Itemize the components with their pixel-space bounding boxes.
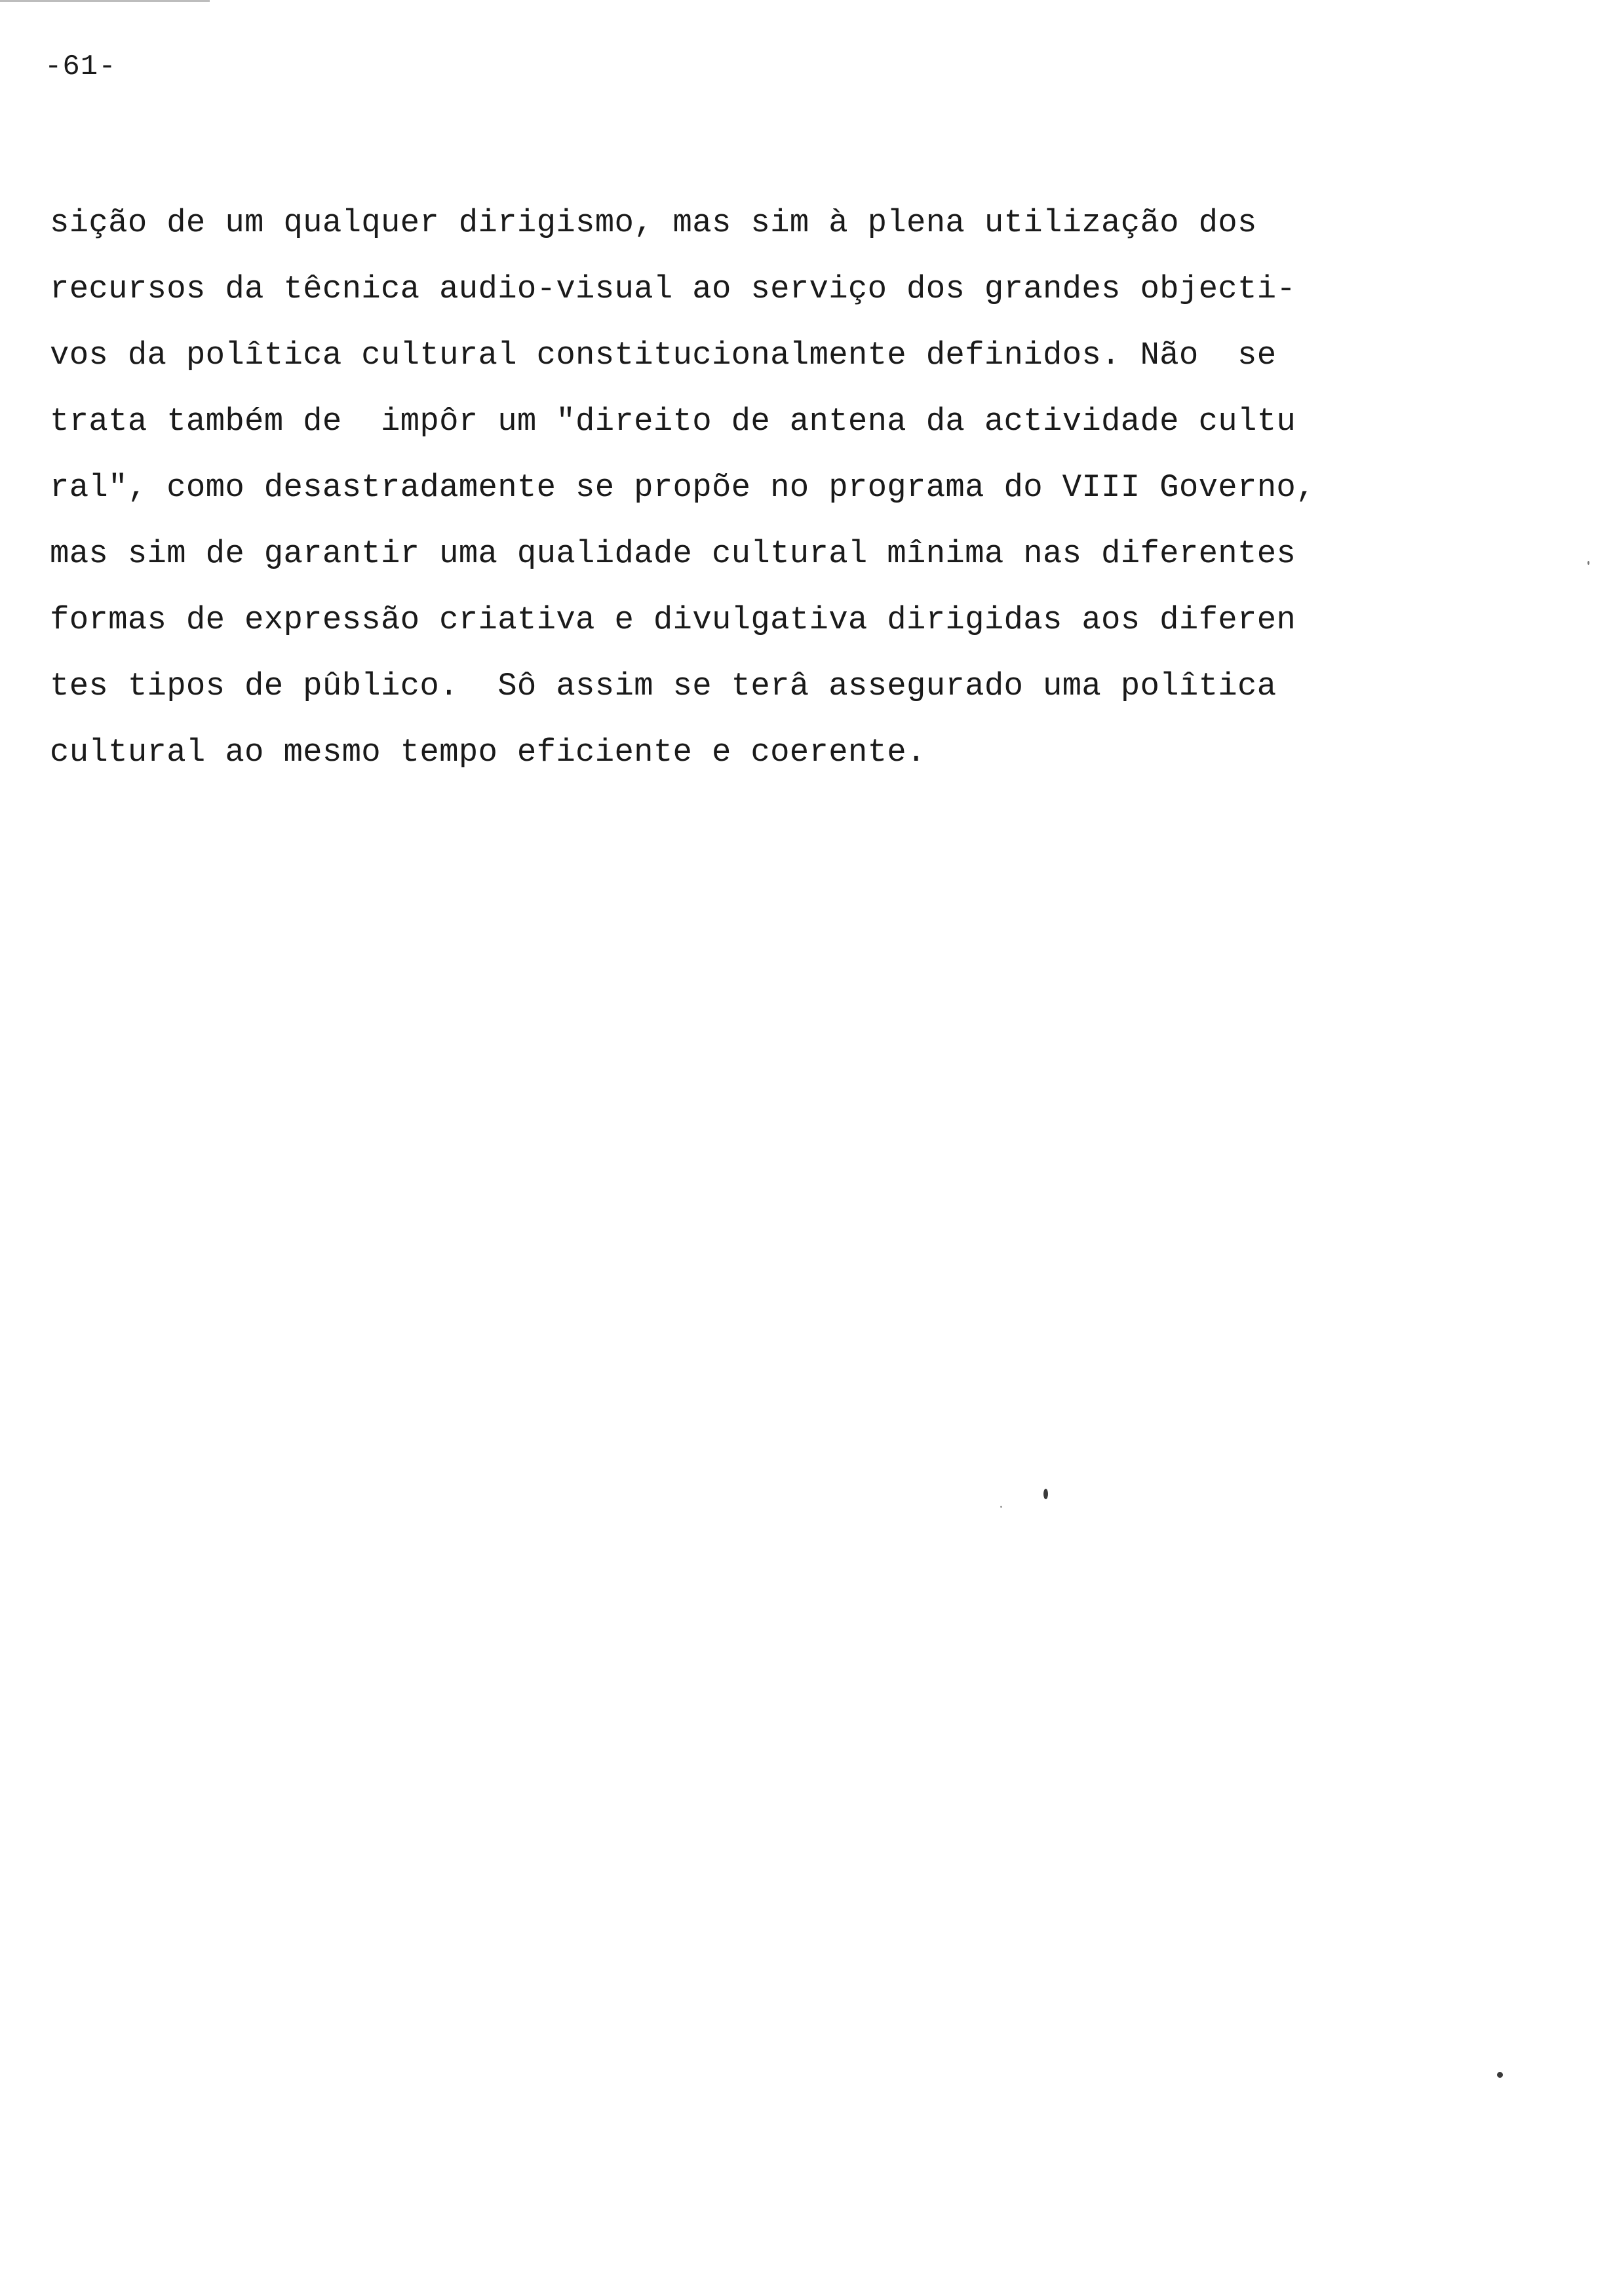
text-line: trata também de impôr um "direito de antena da actividade cultu (50, 403, 1296, 440)
scan-top-edge-rule (0, 0, 210, 2)
text-line: vos da polîtica cultural constitucionalmente definidos. Não se (50, 337, 1277, 373)
text-line: mas sim de garantir uma qualidade cultural mînima nas diferentes (50, 535, 1296, 572)
page-number: -61- (45, 50, 117, 83)
text-line: tes tipos de pûblico. Sô assim se terâ assegurado uma polîtica (50, 668, 1277, 704)
scan-speck (1497, 2072, 1503, 2078)
text-line: ral", como desastradamente se propõe no programa do VIII Governo, (50, 469, 1315, 506)
text-line: cultural ao mesmo tempo eficiente e coerente. (50, 734, 926, 771)
body-paragraph (50, 200, 1400, 795)
text-line: sição de um qualquer dirigismo, mas sim à plena utilização dos (50, 204, 1257, 241)
text-line: recursos da têcnica audio-visual ao serviço dos grandes objecti- (50, 271, 1296, 307)
scan-speck (1000, 1506, 1002, 1508)
text-line: formas de expressão criativa e divulgativa dirigidas aos diferen (50, 602, 1296, 638)
scan-speck (1587, 561, 1589, 565)
scan-speck (1043, 1489, 1048, 1499)
